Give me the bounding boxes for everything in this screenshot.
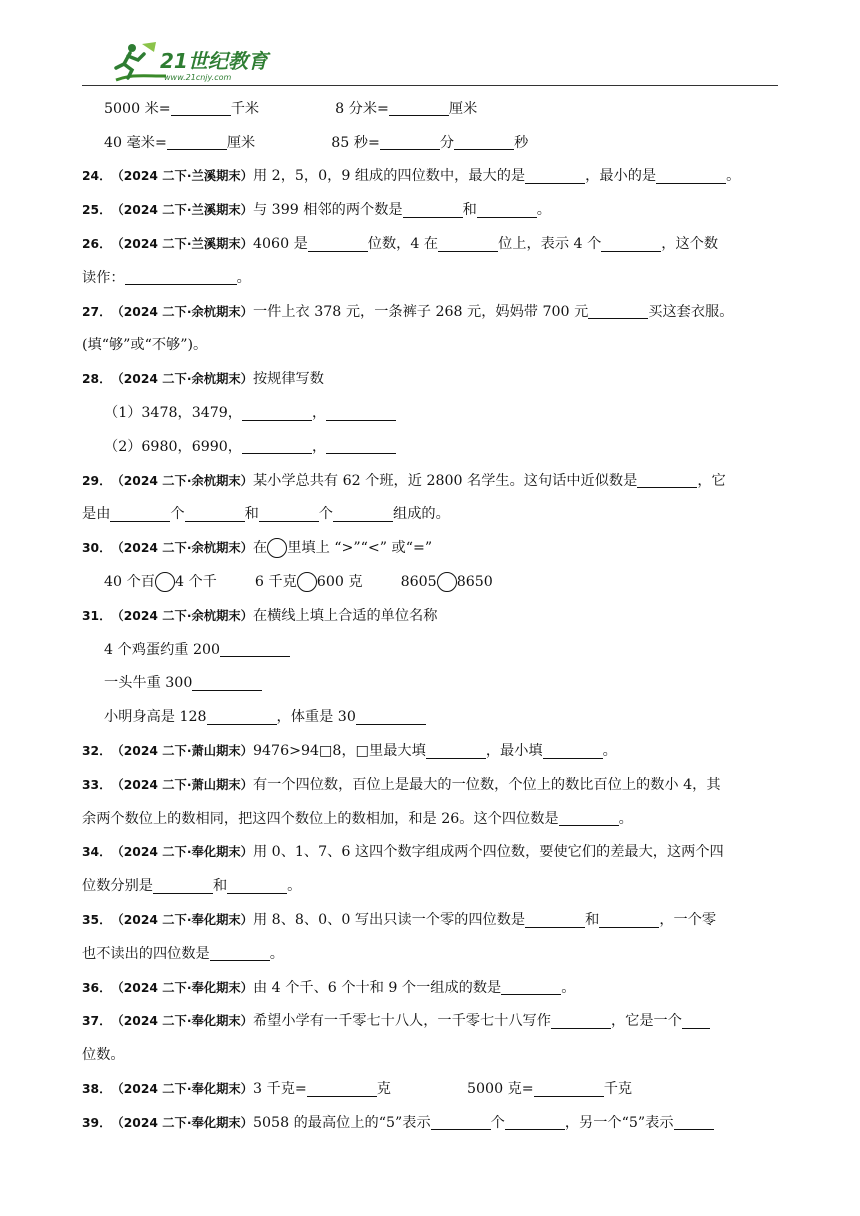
answer-blank[interactable] [259,507,319,522]
question-text: 8650 [456,574,493,591]
question-text: 35． [82,913,112,928]
question-text: 。 [618,810,633,827]
answer-blank[interactable] [525,169,585,184]
question-text: 25． [82,203,112,218]
question-text: ，最小填 [485,743,543,760]
compare-circle-input[interactable] [155,572,175,592]
question-text: 和 [585,912,600,929]
header-rule [82,85,778,86]
question-37 [82,1005,780,1039]
question-text: 39． [82,1115,112,1130]
question-29-cont [82,498,780,532]
question-24 [82,160,780,194]
question-text: 分 [439,134,455,151]
question-text: 千米 [230,100,260,117]
answer-blank[interactable] [505,1115,565,1130]
question-text: 厘米 [226,134,256,151]
question-33 [82,768,780,802]
answer-blank[interactable] [656,169,726,184]
answer-blank[interactable] [637,473,697,488]
question-text: ，它 [697,472,726,489]
question-text: ， [312,405,327,422]
answer-blank[interactable] [171,101,231,116]
question-39 [82,1106,780,1140]
question-31-xiaoming [82,700,780,734]
question-source: （2024 二下·奉化期末） [111,1115,253,1130]
answer-blank[interactable] [207,710,277,725]
answer-blank[interactable] [356,710,426,725]
answer-blank[interactable] [326,439,396,454]
question-text: 在 [252,540,268,557]
question-text: ，它是一个 [610,1013,682,1030]
question-source: （2024 二下·萧山期末） [111,777,253,792]
question-text: 。 [269,945,284,962]
question-source: （2024 二下·余杭期末） [111,541,253,556]
question-text: ，体重是 30 [276,709,356,726]
question-text: 38． [82,1082,112,1096]
question-text: 5058 的最高位上的“5”表示 [252,1114,431,1131]
answer-blank[interactable] [308,237,368,252]
question-text: 与 399 相邻的两个数是 [252,202,403,219]
question-text: ，这个数 [661,236,719,253]
question-text: 8605 [400,574,437,591]
question-26 [82,227,780,261]
question-29 [82,464,780,498]
question-text: 。 [602,743,617,760]
question-37-cont [82,1038,780,1072]
runner-icon [116,42,166,80]
question-text: 里填上 “>”“<” 或“=” [287,540,433,557]
question-text: 。 [561,979,576,996]
question-text: 用 2，5，0，9 组成的四位数中，最大的是 [252,168,526,185]
question-text: 个 [170,506,185,523]
question-34-cont [82,869,780,903]
question-source: （2024 二下·兰溪期末） [111,169,253,184]
question-text: 4 个鸡蛋约重 200 [104,641,221,658]
question-text: 也不读出的四位数是 [82,945,210,962]
question-text: 克 [376,1081,391,1097]
question-text: 用 0、1、7、6 这四个数字组成两个四位数，要使它们的差最大，这两个四 [252,844,724,861]
question-source: （2024 二下·奉化期末） [111,845,253,860]
question-text: （1）3478，3479， [104,405,242,422]
question-text: 小明身高是 128 [104,709,207,726]
question-text: 28． [82,372,112,387]
answer-blank[interactable] [333,507,393,522]
question-text: 8 分米= [335,100,389,117]
question-text: 34． [82,845,112,860]
question-source: （2024 二下·奉化期末） [111,980,253,995]
question-source: （2024 二下·余杭期末） [111,304,253,319]
question-text: 和 [462,202,477,219]
compare-circle-input[interactable] [297,572,317,592]
question-text: 26． [82,237,112,252]
question-source: （2024 二下·兰溪期末） [111,203,253,218]
answer-blank[interactable] [220,642,290,657]
question-28-2 [82,430,780,464]
question-text: 位数，4 在 [367,236,439,253]
question-text: 。 [287,878,302,895]
answer-blank[interactable] [454,135,514,150]
question-text: 买这套衣服。 [648,303,734,320]
question-28-1 [82,396,780,430]
question-text: 个 [318,506,333,523]
question-text: (填“够”或“不够”)。 [82,337,208,354]
question-text: 33． [82,777,112,792]
question-source: （2024 二下·奉化期末） [111,913,253,928]
question-text: ， [312,438,327,455]
logo-text: 21世纪教育 [160,49,268,73]
question-25 [82,193,780,227]
answer-blank[interactable] [551,1014,611,1029]
question-text: 9476>94□8，□里最大填 [252,743,426,760]
question-26-cont [82,261,780,295]
question-source: （2024 二下·萧山期末） [111,744,253,759]
question-33-cont [82,802,780,836]
answer-blank[interactable] [534,1082,604,1097]
answer-blank[interactable] [525,913,585,928]
question-text: 位数。 [82,1047,125,1064]
question-text: 一件上衣 378 元，一条裤子 268 元，妈妈带 700 元 [252,303,589,320]
logo-21cnjy [102,40,272,84]
answer-blank[interactable] [210,946,270,961]
question-source: （2024 二下·奉化期末） [111,1082,253,1096]
question-text: 用 8、8、0、0 写出只读一个零的四位数是 [252,912,526,929]
question-35-cont [82,937,780,971]
question-text: 4 个千 [174,574,217,591]
question-text: 40 毫米= [104,134,167,151]
question-text: 千克 [603,1081,633,1097]
answer-blank[interactable] [125,270,237,285]
answer-blank[interactable] [185,507,245,522]
question-text: 3 千克= [252,1081,307,1097]
question-source: （2024 二下·余杭期末） [111,372,253,387]
compare-circle-input[interactable] [437,572,457,592]
question-source: （2024 二下·奉化期末） [111,1014,253,1029]
question-text: 一头牛重 300 [104,675,193,692]
question-36 [82,971,780,1005]
answer-blank[interactable] [477,203,537,218]
question-text: 。 [726,168,741,185]
question-text: 由 4 个千、6 个十和 9 个一组成的数是 [252,979,502,996]
question-text: 30． [82,541,112,556]
question-text: 有一个四位数，百位上是最大的一位数，个位上的数比百位上的数小 4，其 [252,776,721,793]
question-text: 和 [244,506,259,523]
question-38 [82,1072,780,1106]
question-text: 组成的。 [393,506,450,523]
question-28 [82,362,780,396]
question-text: 36． [82,980,112,995]
question-31 [82,599,780,633]
question-31-cow [82,667,780,701]
question-text: 厘米 [448,100,478,117]
question-text: 31． [82,608,112,623]
question-text: ，最小的是 [585,168,657,185]
question-text: 29． [82,473,112,488]
answer-blank[interactable] [389,101,449,116]
question-34 [82,836,780,870]
answer-blank[interactable] [588,304,648,319]
question-32 [82,734,780,768]
answer-blank[interactable] [501,980,561,995]
answer-blank[interactable] [403,203,463,218]
question-30 [82,531,780,565]
question-text: 6 千克 [254,574,297,591]
page-header [0,0,860,88]
answer-blank[interactable] [110,507,170,522]
question-text: 。 [536,202,551,219]
answer-blank[interactable] [426,744,486,759]
logo-url: www.21cnjy.com [164,73,232,82]
question-text: 。 [236,269,251,286]
question-source: （2024 二下·余杭期末） [111,608,253,623]
question-text: 32． [82,744,112,759]
question-text: 位上，表示 4 个 [498,236,602,253]
question-text: ，一个零 [659,912,717,929]
question-text: 和 [212,878,228,895]
line-unit-conversion-2 [82,126,780,160]
question-text: 某小学总共有 62 个班，近 2800 名学生。这句话中近似数是 [252,472,638,489]
question-source: （2024 二下·兰溪期末） [111,237,253,252]
answer-blank[interactable] [326,406,396,421]
question-text: 40 个百 [104,574,155,591]
question-text: 按规律写数 [252,371,324,388]
question-text: 读作： [82,269,125,286]
answer-blank[interactable] [307,1082,377,1097]
question-text: 85 秒= [331,134,380,151]
question-text: 27． [82,304,112,319]
answer-blank[interactable] [599,913,659,928]
answer-blank[interactable] [167,135,227,150]
answer-blank[interactable] [242,406,312,421]
question-31-egg [82,633,780,667]
answer-blank[interactable] [601,237,661,252]
question-text: 个 [490,1114,505,1131]
answer-blank[interactable] [559,811,619,826]
answer-blank[interactable] [543,744,603,759]
question-text: 位数分别是 [82,878,153,895]
question-text: ，另一个“5”表示 [564,1114,674,1131]
line-unit-conversion-1 [82,92,780,126]
question-text: 5000 克= [467,1081,534,1097]
answer-blank[interactable] [242,439,312,454]
answer-blank[interactable] [438,237,498,252]
question-text: 37． [82,1014,112,1029]
question-35 [82,903,780,937]
question-27-cont [82,329,780,363]
question-27 [82,295,780,329]
question-text: 在横线上填上合适的单位名称 [252,607,438,624]
question-text: 希望小学有一千零七十八人，一千零七十八写作 [252,1013,551,1030]
question-text: 24． [82,169,112,184]
answer-blank[interactable] [682,1014,710,1029]
question-text: （2）6980，6990， [104,438,242,455]
question-text: 600 克 [316,574,363,591]
question-list [82,92,780,1140]
answer-blank[interactable] [227,879,287,894]
compare-circle-icon [267,538,287,558]
question-text: 余两个数位上的数相同，把这四个数位上的数相加，和是 26。这个四位数是 [82,810,559,827]
answer-blank[interactable] [674,1115,714,1130]
question-text: 秒 [514,134,529,151]
question-text: 是由 [82,506,111,523]
question-source: （2024 二下·余杭期末） [111,473,253,488]
answer-blank[interactable] [431,1115,491,1130]
question-30-items [82,565,780,599]
question-text: 5000 米= [104,100,171,117]
answer-blank[interactable] [153,879,213,894]
question-text: 4060 是 [252,236,308,253]
answer-blank[interactable] [380,135,440,150]
answer-blank[interactable] [192,676,262,691]
